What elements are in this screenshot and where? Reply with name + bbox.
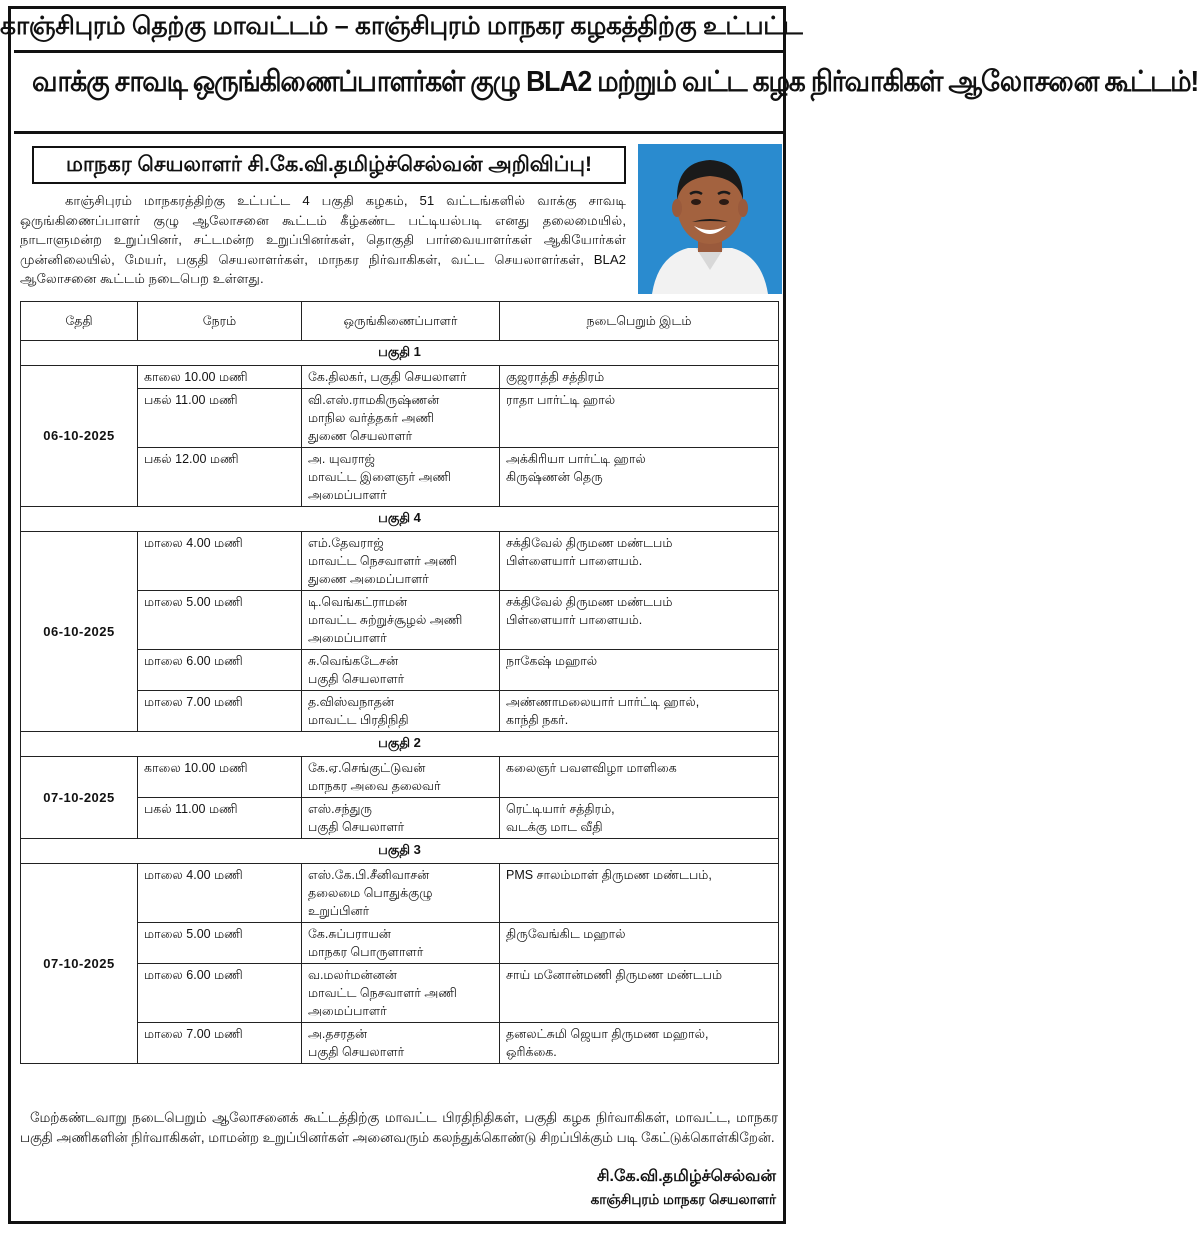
coordinator-line: மாவட்ட பிரதிநிதி — [308, 713, 409, 727]
venue-line: சாய் மனோன்மணி திருமண மண்டபம் — [506, 968, 723, 982]
coordinator-line: கே.ஏ.செங்குட்டுவன் — [308, 761, 426, 775]
table-header-row — [21, 302, 779, 341]
coordinator-line: உறுப்பினர் — [308, 904, 370, 918]
coordinator-line: துணை செயலாளர் — [308, 429, 413, 443]
venue-line: சக்திவேல் திருமண மண்டபம் — [506, 536, 673, 550]
portrait-illustration — [638, 144, 782, 294]
venue-cell — [500, 757, 779, 798]
section-title: பகுதி 4 — [21, 507, 779, 532]
meeting-time: காலை 10.00 மணி — [138, 757, 302, 798]
meeting-time: மாலை 6.00 மணி — [138, 964, 302, 1023]
header-district-line: காஞ்சிபுரம் தெற்கு மாவட்டம் – காஞ்சிபுரம் மாநகர கழகத்திற்கு உட்பட்ட — [0, 12, 803, 40]
coordinator-line: எஸ்.சந்துரு — [308, 802, 373, 816]
coordinator-cell — [302, 1023, 500, 1064]
venue-cell — [500, 448, 779, 507]
section-row — [21, 732, 779, 757]
coordinator-line: அமைப்பாளர் — [308, 631, 387, 645]
table-row — [21, 864, 779, 923]
venue-cell — [500, 864, 779, 923]
coordinator-line: மாநகர அவை தலைவர் — [308, 779, 441, 793]
venue-line: நாகேஷ் மஹால் — [506, 654, 598, 668]
venue-line: பிள்ளையார் பாளையம். — [506, 554, 643, 568]
signature-designation: காஞ்சிபுரம் மாநகர செயலாளர் — [590, 1192, 776, 1207]
meeting-date: 07-10-2025 — [21, 757, 138, 839]
coordinator-line: கே.திலகர், பகுதி செயலாளர் — [308, 370, 467, 384]
coordinator-line: த.விஸ்வநாதன் — [308, 695, 395, 709]
venue-line: ராதா பார்ட்டி ஹால் — [506, 393, 616, 407]
signature-name: சி.கே.வி.தமிழ்ச்செல்வன் — [597, 1168, 776, 1185]
venue-line: குஜராத்தி சத்திரம் — [506, 370, 605, 384]
meeting-time: பகல் 12.00 மணி — [138, 448, 302, 507]
schedule-table — [20, 301, 779, 1064]
venue-cell — [500, 691, 779, 732]
intro-paragraph: காஞ்சிபுரம் மாநகரத்திற்கு உட்பட்ட 4 பகுதி கழகம், 51 வட்டங்களில் வாக்கு சாவடி ஒருங்கிணைப்பாளர் குழு ஆலோசனை கூட்டம் கீழ்கண்ட பட்டியல்படி எனது தலைமையில், நாடாளுமன்ற உறுப்பினர், சட்டமன்ற உறுப்பினர்கள், தொகுதி பார்வையாளர்கள் ஆகியோர்கள் முன்னிலையில், மேயர், பகுதி செயலாளர்கள், மாநகர நிர்வாகிகள், வட்ட செயலாளர்கள், BLA2 ஆலோசனை கூட்டம் நடைபெற உள்ளது. — [20, 193, 626, 287]
coordinator-cell — [302, 366, 500, 389]
venue-cell — [500, 964, 779, 1023]
venue-cell — [500, 923, 779, 964]
table-row — [21, 757, 779, 798]
table-row — [21, 366, 779, 389]
secretary-portrait — [638, 144, 782, 294]
coordinator-line: அ.தசரதன் — [308, 1027, 368, 1041]
col-venue: நடைபெறும் இடம் — [500, 302, 779, 341]
venue-line: திருவேங்கிட மஹால் — [506, 927, 626, 941]
venue-cell — [500, 798, 779, 839]
coordinator-cell — [302, 591, 500, 650]
venue-line: ரெட்டியார் சத்திரம், — [506, 802, 615, 816]
venue-line: PMS சாலம்மாள் திருமண மண்டபம், — [506, 868, 712, 882]
coordinator-cell — [302, 923, 500, 964]
venue-line: ஒரிக்கை. — [506, 1045, 557, 1059]
coordinator-line: எம்.தேவராஜ் — [308, 536, 384, 550]
coordinator-line: பகுதி செயலாளர் — [308, 1045, 405, 1059]
venue-line: கிருஷ்ணன் தெரு — [506, 470, 603, 484]
venue-cell — [500, 650, 779, 691]
meeting-time: மாலை 7.00 மணி — [138, 691, 302, 732]
meeting-time: பகல் 11.00 மணி — [138, 389, 302, 448]
coordinator-cell — [302, 691, 500, 732]
meeting-date: 07-10-2025 — [21, 864, 138, 1064]
meeting-time: மாலை 6.00 மணி — [138, 650, 302, 691]
col-coordinator: ஒருங்கிணைப்பாளர் — [302, 302, 500, 341]
col-date: தேதி — [21, 302, 138, 341]
coordinator-line: பகுதி செயலாளர் — [308, 672, 405, 686]
venue-line: அண்ணாமலையார் பார்ட்டி ஹால், — [506, 695, 700, 709]
header-divider-bottom — [14, 131, 786, 134]
venue-line: கலைஞர் பவளவிழா மாளிகை — [506, 761, 677, 775]
closing-paragraph: மேற்கண்டவாறு நடைபெறும் ஆலோசனைக் கூட்டத்திற்கு மாவட்ட பிரதிநிதிகள், பகுதி கழக நிர்வாகிகள், மாவட்ட, மாநகர பகுதி அணிகளின் நிர்வாகிகள், மாமன்ற உறுப்பினர்கள் அனைவரும் கலந்துக்கொண்டு சிறப்பிக்கும் படி கேட்டுக்கொள்கிறேன். — [20, 1110, 778, 1145]
announcement-title: மாநகர செயலாளர் சி.கே.வி.தமிழ்ச்செல்வன் அறிவிப்பு! — [32, 146, 626, 184]
meeting-time: மாலை 7.00 மணி — [138, 1023, 302, 1064]
coordinator-line: பகுதி செயலாளர் — [308, 820, 405, 834]
venue-cell — [500, 389, 779, 448]
venue-cell — [500, 1023, 779, 1064]
venue-line: அக்கிரியா பார்ட்டி ஹால் — [506, 452, 646, 466]
header-divider-top — [14, 50, 786, 53]
section-title: பகுதி 1 — [21, 341, 779, 366]
coordinator-line: மாநில வர்த்தகர் அணி — [308, 411, 435, 425]
coordinator-line: அமைப்பாளர் — [308, 488, 387, 502]
coordinator-line: அ. யுவராஜ் — [308, 452, 375, 466]
coordinator-line: மாவட்ட நெசவாளர் அணி — [308, 554, 457, 568]
coordinator-line: சு.வெங்கடேசன் — [308, 654, 399, 668]
coordinator-line: மாவட்ட இளைஞர் அணி — [308, 470, 452, 484]
coordinator-cell — [302, 964, 500, 1023]
venue-cell — [500, 366, 779, 389]
section-title: பகுதி 3 — [21, 839, 779, 864]
table-row — [21, 532, 779, 591]
venue-line: தனலட்சுமி ஜெயா திருமண மஹால், — [506, 1027, 709, 1041]
venue-line: பிள்ளையார் பாளையம். — [506, 613, 643, 627]
coordinator-cell — [302, 650, 500, 691]
meeting-time: மாலை 5.00 மணி — [138, 591, 302, 650]
venue-line: காந்தி நகர். — [506, 713, 569, 727]
meeting-date: 06-10-2025 — [21, 366, 138, 507]
section-row — [21, 507, 779, 532]
section-title: பகுதி 2 — [21, 732, 779, 757]
venue-line: வடக்கு மாட வீதி — [506, 820, 603, 834]
coordinator-line: மாவட்ட நெசவாளர் அணி — [308, 986, 457, 1000]
venue-line: சக்திவேல் திருமண மண்டபம் — [506, 595, 673, 609]
section-row — [21, 839, 779, 864]
meeting-time: மாலை 4.00 மணி — [138, 864, 302, 923]
section-row — [21, 341, 779, 366]
coordinator-line: தலைமை பொதுக்குழு — [308, 886, 433, 900]
coordinator-line: மாவட்ட சுற்றுச்சூழல் அணி — [308, 613, 463, 627]
coordinator-line: வி.எஸ்.ராமகிருஷ்ணன் — [308, 393, 440, 407]
coordinator-line: அமைப்பாளர் — [308, 1004, 387, 1018]
coordinator-cell — [302, 798, 500, 839]
coordinator-line: துணை அமைப்பாளர் — [308, 572, 429, 586]
coordinator-cell — [302, 532, 500, 591]
header-meeting-title: வாக்கு சாவடி ஒருங்கிணைப்பாளர்கள் குழு BLA2 மற்றும் வட்ட கழக நிர்வாகிகள் ஆலோசனை கூட்டம்! — [32, 66, 1198, 98]
meeting-date: 06-10-2025 — [21, 532, 138, 732]
coordinator-line: கே.சுப்பராயன் — [308, 927, 391, 941]
coordinator-line: வ.மலர்மன்னன் — [308, 968, 397, 982]
col-time: நேரம் — [138, 302, 302, 341]
meeting-time: மாலை 4.00 மணி — [138, 532, 302, 591]
venue-cell — [500, 591, 779, 650]
coordinator-line: எஸ்.கே.பி.சீனிவாசன் — [308, 868, 430, 882]
meeting-time: மாலை 5.00 மணி — [138, 923, 302, 964]
venue-cell — [500, 532, 779, 591]
coordinator-cell — [302, 448, 500, 507]
coordinator-cell — [302, 389, 500, 448]
meeting-time: காலை 10.00 மணி — [138, 366, 302, 389]
schedule-body — [21, 341, 779, 1064]
coordinator-line: மாநகர பொருளாளர் — [308, 945, 424, 959]
meeting-time: பகல் 11.00 மணி — [138, 798, 302, 839]
coordinator-cell — [302, 864, 500, 923]
coordinator-line: டி.வெங்கட்ராமன் — [308, 595, 408, 609]
coordinator-cell — [302, 757, 500, 798]
